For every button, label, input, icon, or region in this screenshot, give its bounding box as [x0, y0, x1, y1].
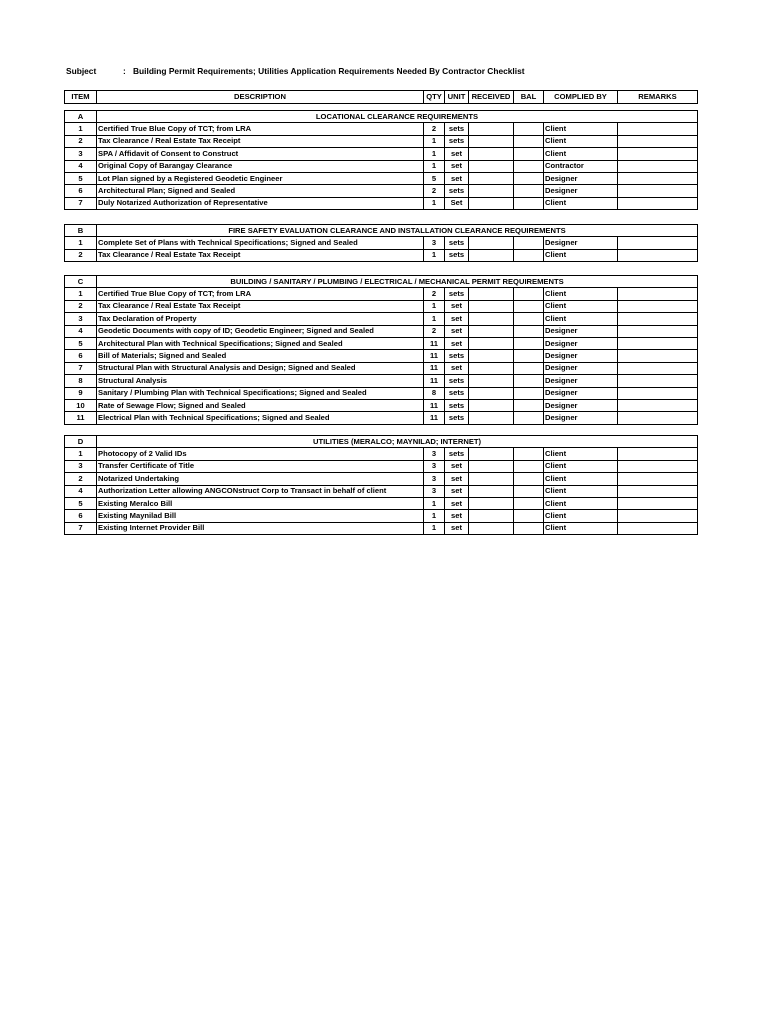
- item-description: Structural Analysis: [97, 375, 424, 387]
- item-remarks: [618, 485, 698, 497]
- item-complied-by: Client: [544, 473, 618, 485]
- item-complied-by: Client: [544, 249, 618, 261]
- item-unit: set: [445, 522, 469, 534]
- item-description: Tax Clearance / Real Estate Tax Receipt: [97, 300, 424, 312]
- item-qty: 11: [424, 362, 445, 374]
- item-complied-by: Designer: [544, 362, 618, 374]
- section-header-row: [65, 436, 698, 448]
- item-received: [469, 510, 514, 522]
- item-received: [469, 288, 514, 300]
- item-complied-by: Client: [544, 485, 618, 497]
- item-description: Duly Notarized Authorization of Representative: [97, 197, 424, 209]
- item-unit: sets: [445, 288, 469, 300]
- item-description: SPA / Affidavit of Consent to Construct: [97, 148, 424, 160]
- item-unit: sets: [445, 375, 469, 387]
- item-unit: set: [445, 160, 469, 172]
- item-complied-by: Client: [544, 123, 618, 135]
- subject-text: Building Permit Requirements; Utilities Application Requirements Needed By Contractor Checklist: [133, 66, 525, 76]
- item-qty: 2: [424, 123, 445, 135]
- item-number: 4: [65, 485, 97, 497]
- table-row: [65, 148, 698, 160]
- table-row: [65, 362, 698, 374]
- item-unit: set: [445, 362, 469, 374]
- item-unit: set: [445, 148, 469, 160]
- item-qty: 2: [424, 288, 445, 300]
- item-received: [469, 522, 514, 534]
- section-title: UTILITIES (MERALCO; MAYNILAD; INTERNET): [97, 436, 698, 448]
- item-received: [469, 473, 514, 485]
- item-complied-by: Client: [544, 460, 618, 472]
- item-complied-by: Client: [544, 288, 618, 300]
- item-description: Notarized Undertaking: [97, 473, 424, 485]
- item-bal: [514, 522, 544, 534]
- item-bal: [514, 288, 544, 300]
- item-complied-by: Contractor: [544, 160, 618, 172]
- item-unit: sets: [445, 185, 469, 197]
- item-qty: 11: [424, 412, 445, 424]
- item-number: 3: [65, 460, 97, 472]
- table-row: [65, 387, 698, 399]
- item-bal: [514, 399, 544, 411]
- item-complied-by: Designer: [544, 399, 618, 411]
- table-row: [65, 313, 698, 325]
- item-received: [469, 300, 514, 312]
- item-unit: set: [445, 300, 469, 312]
- item-remarks: [618, 148, 698, 160]
- item-number: 6: [65, 350, 97, 362]
- item-received: [469, 412, 514, 424]
- item-complied-by: Client: [544, 510, 618, 522]
- subject-line: [66, 66, 706, 76]
- item-complied-by: Designer: [544, 412, 618, 424]
- item-number: 6: [65, 185, 97, 197]
- item-qty: 8: [424, 387, 445, 399]
- item-qty: 2: [424, 185, 445, 197]
- table-row: [65, 135, 698, 147]
- item-description: Existing Maynilad Bill: [97, 510, 424, 522]
- item-qty: 3: [424, 473, 445, 485]
- table-row: [65, 399, 698, 411]
- item-remarks: [618, 399, 698, 411]
- item-number: 5: [65, 172, 97, 184]
- item-description: Tax Clearance / Real Estate Tax Receipt: [97, 249, 424, 261]
- item-unit: sets: [445, 399, 469, 411]
- item-remarks: [618, 337, 698, 349]
- item-qty: 1: [424, 135, 445, 147]
- item-number: 4: [65, 160, 97, 172]
- header-unit: UNIT: [445, 91, 469, 104]
- item-unit: set: [445, 325, 469, 337]
- item-qty: 1: [424, 300, 445, 312]
- item-bal: [514, 387, 544, 399]
- item-remarks: [618, 172, 698, 184]
- item-qty: 11: [424, 350, 445, 362]
- item-number: 2: [65, 249, 97, 261]
- table-row: [65, 185, 698, 197]
- item-number: 1: [65, 288, 97, 300]
- header-remarks: REMARKS: [618, 91, 698, 104]
- item-bal: [514, 160, 544, 172]
- item-remarks: [618, 510, 698, 522]
- section-title: BUILDING / SANITARY / PLUMBING / ELECTRICAL / MECHANICAL PERMIT REQUIREMENTS: [97, 276, 698, 288]
- table-row: [65, 522, 698, 534]
- item-received: [469, 160, 514, 172]
- item-number: 2: [65, 135, 97, 147]
- table-row: [65, 350, 698, 362]
- subject-colon: :: [123, 66, 126, 76]
- item-number: 1: [65, 448, 97, 460]
- table-row: [65, 197, 698, 209]
- subject-label: Subject: [66, 66, 97, 76]
- header-received: RECEIVED: [469, 91, 514, 104]
- item-bal: [514, 485, 544, 497]
- item-bal: [514, 473, 544, 485]
- item-description: Rate of Sewage Flow; Signed and Sealed: [97, 399, 424, 411]
- item-bal: [514, 135, 544, 147]
- item-remarks: [618, 522, 698, 534]
- item-bal: [514, 123, 544, 135]
- item-number: 3: [65, 313, 97, 325]
- table-row: [65, 510, 698, 522]
- item-bal: [514, 375, 544, 387]
- section-header-row: [65, 111, 698, 123]
- table-row: [65, 288, 698, 300]
- table-row: [65, 448, 698, 460]
- section-title: LOCATIONAL CLEARANCE REQUIREMENTS: [97, 111, 698, 123]
- item-complied-by: Client: [544, 197, 618, 209]
- item-remarks: [618, 325, 698, 337]
- item-remarks: [618, 362, 698, 374]
- item-unit: set: [445, 313, 469, 325]
- section-table-b: [64, 224, 698, 262]
- item-remarks: [618, 412, 698, 424]
- table-row: [65, 300, 698, 312]
- item-number: 4: [65, 325, 97, 337]
- item-number: 8: [65, 375, 97, 387]
- item-bal: [514, 448, 544, 460]
- item-unit: Set: [445, 197, 469, 209]
- item-number: 5: [65, 337, 97, 349]
- item-complied-by: Designer: [544, 350, 618, 362]
- item-received: [469, 399, 514, 411]
- section-title: FIRE SAFETY EVALUATION CLEARANCE AND INSTALLATION CLEARANCE REQUIREMENTS: [97, 225, 698, 237]
- item-remarks: [618, 375, 698, 387]
- item-number: 1: [65, 123, 97, 135]
- item-unit: sets: [445, 123, 469, 135]
- item-bal: [514, 460, 544, 472]
- item-received: [469, 497, 514, 509]
- item-bal: [514, 197, 544, 209]
- item-complied-by: Designer: [544, 375, 618, 387]
- item-unit: sets: [445, 448, 469, 460]
- item-complied-by: Client: [544, 522, 618, 534]
- header-complied-by: COMPLIED BY: [544, 91, 618, 104]
- item-number: 11: [65, 412, 97, 424]
- table-row: [65, 460, 698, 472]
- item-bal: [514, 337, 544, 349]
- item-number: 2: [65, 473, 97, 485]
- item-complied-by: Client: [544, 313, 618, 325]
- table-row: [65, 172, 698, 184]
- item-remarks: [618, 197, 698, 209]
- item-received: [469, 460, 514, 472]
- item-remarks: [618, 185, 698, 197]
- section-code: A: [65, 111, 97, 123]
- item-description: Electrical Plan with Technical Specifications; Signed and Sealed: [97, 412, 424, 424]
- item-description: Structural Plan with Structural Analysis and Design; Signed and Sealed: [97, 362, 424, 374]
- item-complied-by: Client: [544, 448, 618, 460]
- item-description: Geodetic Documents with copy of ID; Geodetic Engineer; Signed and Sealed: [97, 325, 424, 337]
- item-description: Lot Plan signed by a Registered Geodetic Engineer: [97, 172, 424, 184]
- item-description: Transfer Certificate of Title: [97, 460, 424, 472]
- item-unit: sets: [445, 387, 469, 399]
- item-complied-by: Designer: [544, 172, 618, 184]
- section-code: C: [65, 276, 97, 288]
- item-number: 6: [65, 510, 97, 522]
- item-description: Architectural Plan with Technical Specifications; Signed and Sealed: [97, 337, 424, 349]
- item-number: 1: [65, 237, 97, 249]
- item-bal: [514, 350, 544, 362]
- item-qty: 3: [424, 460, 445, 472]
- section-table-d: [64, 435, 698, 535]
- item-unit: set: [445, 460, 469, 472]
- item-qty: 11: [424, 375, 445, 387]
- item-remarks: [618, 350, 698, 362]
- item-unit: set: [445, 497, 469, 509]
- item-complied-by: Client: [544, 148, 618, 160]
- item-qty: 11: [424, 399, 445, 411]
- item-unit: sets: [445, 135, 469, 147]
- item-qty: 1: [424, 249, 445, 261]
- item-complied-by: Client: [544, 135, 618, 147]
- item-bal: [514, 325, 544, 337]
- item-unit: set: [445, 172, 469, 184]
- item-bal: [514, 300, 544, 312]
- item-description: Architectural Plan; Signed and Sealed: [97, 185, 424, 197]
- item-bal: [514, 249, 544, 261]
- item-remarks: [618, 123, 698, 135]
- item-qty: 1: [424, 148, 445, 160]
- item-description: Original Copy of Barangay Clearance: [97, 160, 424, 172]
- item-received: [469, 448, 514, 460]
- item-unit: sets: [445, 249, 469, 261]
- item-unit: sets: [445, 237, 469, 249]
- section-code: D: [65, 436, 97, 448]
- item-description: Tax Clearance / Real Estate Tax Receipt: [97, 135, 424, 147]
- item-remarks: [618, 135, 698, 147]
- item-remarks: [618, 237, 698, 249]
- item-number: 2: [65, 300, 97, 312]
- table-row: [65, 325, 698, 337]
- item-qty: 1: [424, 522, 445, 534]
- table-row: [65, 237, 698, 249]
- item-qty: 3: [424, 485, 445, 497]
- item-complied-by: Designer: [544, 237, 618, 249]
- item-number: 10: [65, 399, 97, 411]
- table-row: [65, 160, 698, 172]
- item-bal: [514, 148, 544, 160]
- item-number: 3: [65, 148, 97, 160]
- table-row: [65, 123, 698, 135]
- column-header-table: [64, 90, 698, 104]
- item-received: [469, 387, 514, 399]
- item-received: [469, 148, 514, 160]
- table-row: [65, 249, 698, 261]
- item-received: [469, 485, 514, 497]
- item-received: [469, 249, 514, 261]
- table-row: [65, 473, 698, 485]
- item-received: [469, 325, 514, 337]
- header-description: DESCRIPTION: [97, 91, 424, 104]
- item-received: [469, 197, 514, 209]
- item-remarks: [618, 288, 698, 300]
- item-description: Bill of Materials; Signed and Sealed: [97, 350, 424, 362]
- item-unit: sets: [445, 350, 469, 362]
- item-remarks: [618, 473, 698, 485]
- item-qty: 1: [424, 197, 445, 209]
- item-remarks: [618, 387, 698, 399]
- item-number: 5: [65, 497, 97, 509]
- item-received: [469, 185, 514, 197]
- item-qty: 1: [424, 497, 445, 509]
- item-qty: 11: [424, 337, 445, 349]
- item-received: [469, 313, 514, 325]
- item-received: [469, 172, 514, 184]
- section-code: B: [65, 225, 97, 237]
- item-number: 7: [65, 522, 97, 534]
- header-qty: QTY: [424, 91, 445, 104]
- item-description: Existing Internet Provider Bill: [97, 522, 424, 534]
- item-description: Certified True Blue Copy of TCT; from LRA: [97, 123, 424, 135]
- item-qty: 1: [424, 160, 445, 172]
- section-table-a: [64, 110, 698, 210]
- item-received: [469, 375, 514, 387]
- item-number: 7: [65, 362, 97, 374]
- section-table-c: [64, 275, 698, 425]
- item-complied-by: Designer: [544, 325, 618, 337]
- item-unit: set: [445, 473, 469, 485]
- item-remarks: [618, 249, 698, 261]
- item-description: Existing Meralco Bill: [97, 497, 424, 509]
- item-received: [469, 337, 514, 349]
- item-bal: [514, 172, 544, 184]
- item-qty: 1: [424, 313, 445, 325]
- item-bal: [514, 362, 544, 374]
- item-unit: set: [445, 337, 469, 349]
- item-description: Certified True Blue Copy of TCT; from LRA: [97, 288, 424, 300]
- item-bal: [514, 313, 544, 325]
- item-qty: 2: [424, 325, 445, 337]
- item-qty: 1: [424, 510, 445, 522]
- item-description: Photocopy of 2 Valid IDs: [97, 448, 424, 460]
- item-number: 9: [65, 387, 97, 399]
- item-complied-by: Designer: [544, 387, 618, 399]
- item-unit: set: [445, 510, 469, 522]
- item-received: [469, 123, 514, 135]
- item-bal: [514, 497, 544, 509]
- table-row: [65, 497, 698, 509]
- item-remarks: [618, 300, 698, 312]
- section-header-row: [65, 276, 698, 288]
- table-row: [65, 375, 698, 387]
- item-received: [469, 237, 514, 249]
- table-row: [65, 485, 698, 497]
- item-qty: 3: [424, 448, 445, 460]
- table-row: [65, 337, 698, 349]
- section-header-row: [65, 225, 698, 237]
- item-remarks: [618, 160, 698, 172]
- item-complied-by: Designer: [544, 185, 618, 197]
- item-complied-by: Designer: [544, 337, 618, 349]
- item-qty: 3: [424, 237, 445, 249]
- table-row: [65, 412, 698, 424]
- item-unit: sets: [445, 412, 469, 424]
- item-received: [469, 135, 514, 147]
- header-bal: BAL: [514, 91, 544, 104]
- item-bal: [514, 510, 544, 522]
- item-number: 7: [65, 197, 97, 209]
- item-unit: set: [445, 485, 469, 497]
- item-description: Authorization Letter allowing ANGCONstruct Corp to Transact in behalf of client: [97, 485, 424, 497]
- item-bal: [514, 185, 544, 197]
- item-description: Sanitary / Plumbing Plan with Technical Specifications; Signed and Sealed: [97, 387, 424, 399]
- item-bal: [514, 412, 544, 424]
- item-complied-by: Client: [544, 497, 618, 509]
- item-qty: 5: [424, 172, 445, 184]
- item-remarks: [618, 313, 698, 325]
- item-complied-by: Client: [544, 300, 618, 312]
- header-item: ITEM: [65, 91, 97, 104]
- item-description: Tax Declaration of Property: [97, 313, 424, 325]
- item-remarks: [618, 460, 698, 472]
- item-received: [469, 362, 514, 374]
- item-remarks: [618, 497, 698, 509]
- item-remarks: [618, 448, 698, 460]
- item-received: [469, 350, 514, 362]
- item-description: Complete Set of Plans with Technical Specifications; Signed and Sealed: [97, 237, 424, 249]
- item-bal: [514, 237, 544, 249]
